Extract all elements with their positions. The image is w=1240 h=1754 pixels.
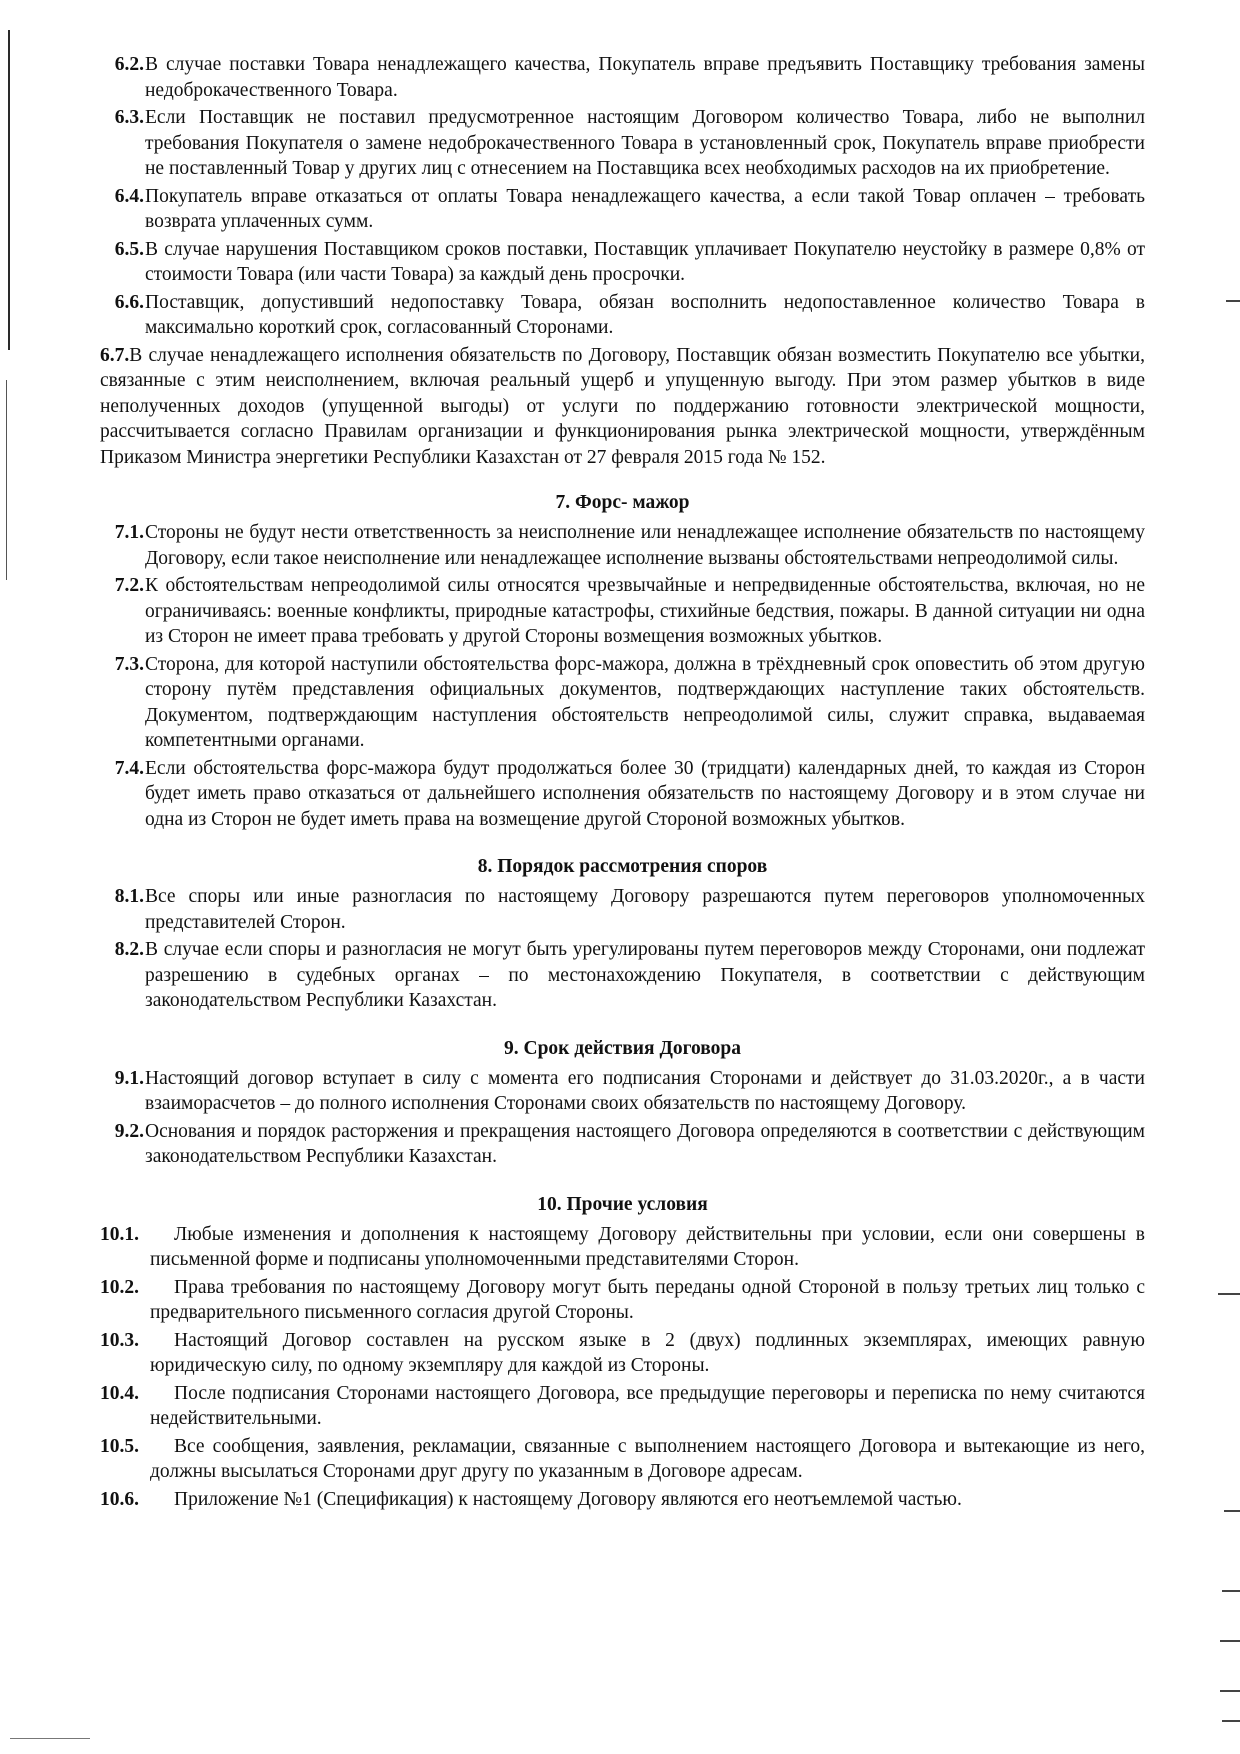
clause-number: 6.5.: [114, 238, 144, 260]
clause-text: Все сообщения, заявления, рекламации, связанные с выполнением настоящего Договора и вытекающие из него, должны высылаться Сторонами друг другу по указанным в Договоре адресам.: [150, 1435, 1145, 1482]
clause-6-2: [100, 52, 1145, 105]
clause-7-3: [100, 652, 1145, 756]
clause-number: 10.3.: [100, 1329, 139, 1351]
scan-edge-mark: [1222, 1590, 1240, 1592]
clause-text: Сторона, для которой наступили обстоятельства форс-мажора, должна в трёхдневный срок оповестить об этом другую сторону путём представления официальных документов, подтверждающих наступление таких обстоятельств. Документом, подтверждающим наступления обстоятельств непреодолимой силы, служит справка, выдаваемая компетентными органами.: [145, 653, 1145, 751]
section-title-7: 7. Форс- мажор: [555, 492, 690, 513]
clause-6-5: [100, 237, 1145, 290]
clause-6-6: [100, 290, 1145, 343]
clause-number: 10.5.: [100, 1435, 139, 1457]
clause-number: 6.4.: [114, 185, 144, 207]
clause-number: 10.4.: [100, 1382, 139, 1404]
clause-number: 7.3.: [114, 653, 144, 675]
clause-number: 10.6.: [100, 1488, 139, 1510]
clause-number: 7.1.: [114, 522, 144, 543]
clause-text: Настоящий Договор составлен на русском языке в 2 (двух) подлинных экземплярах, имеющих равную юридическую силу, по одному экземпляру для каждой из Стороны.: [150, 1329, 1145, 1376]
section-title-9: 9. Срок действия Договора: [503, 1037, 741, 1059]
clause-8-2: [100, 937, 1145, 1016]
clause-number: 9.2.: [114, 1120, 144, 1142]
scan-edge-mark: [1220, 1690, 1240, 1692]
clause-6-3: [100, 105, 1145, 184]
clause-number: 9.1.: [114, 1067, 144, 1089]
clause-text: Настоящий договор вступает в силу с момента его подписания Сторонами и действует до 31.03.2020г., а в части взаиморасчетов – до полного исполнения Сторонами своих обязательств по настоящему Договору.: [145, 1067, 1145, 1114]
clause-10-5: [100, 1434, 1145, 1487]
clause-number: 10.1.: [100, 1223, 139, 1245]
clause-text: Поставщик, допустивший недопоставку Товара, обязан восполнить недопоставленное количество Товара в максимально короткий срок, согласованный Сторонами.: [145, 291, 1145, 338]
clause-9-2: [100, 1119, 1145, 1172]
clause-number: 6.6.: [114, 291, 144, 313]
clause-10-4: [100, 1381, 1145, 1434]
clause-text: Покупатель вправе отказаться от оплаты Товара ненадлежащего качества, а если такой Товар оплачен – требовать возврата уплаченных сумм.: [145, 185, 1145, 232]
clause-text: Любые изменения и дополнения к настоящему Договору действительны при условии, если они совершены в письменной форме и подписаны уполномоченными представителями Сторон.: [150, 1223, 1145, 1270]
clause-number: 6.7.: [100, 344, 130, 366]
clause-text: В случае нарушения Поставщиком сроков поставки, Поставщик уплачивает Покупателю неустойку в размере 0,8% от стоимости Товара (или части Товара) за каждый день просрочки.: [145, 238, 1145, 285]
clause-6-4: [100, 184, 1145, 237]
scan-edge-mark: [1218, 1293, 1240, 1295]
section-title-8: 8. Порядок рассмотрения споров: [477, 856, 768, 877]
scan-edge-mark: [1226, 300, 1240, 302]
clause-text: После подписания Сторонами настоящего Договора, все предыдущие переговоры и переписка по нему считаются недействительными.: [150, 1382, 1145, 1429]
scan-edge-mark: [1220, 1640, 1240, 1642]
scan-edge-mark: [1224, 1510, 1240, 1512]
clause-7-1: [100, 520, 1145, 573]
clause-number: 7.2.: [114, 575, 144, 596]
clause-9-1: [100, 1066, 1145, 1119]
clause-10-1: [100, 1222, 1145, 1275]
clause-7-2: [100, 573, 1145, 652]
clause-text: Основания и порядок расторжения и прекращения настоящего Договора определяются в соответствии с действующим законодательством Республики Казахстан.: [145, 1120, 1145, 1167]
scan-edge-mark: [1222, 1720, 1240, 1722]
section-title-10: 10. Прочие условия: [537, 1193, 708, 1215]
clause-text: Все споры или иные разногласия по настоящему Договору разрешаются путем переговоров уполномоченных представителей Сторон.: [145, 886, 1145, 933]
clause-number: 8.2.: [114, 939, 144, 960]
clause-number: 6.3.: [114, 107, 144, 128]
clause-text: В случае если споры и разногласия не могут быть урегулированы путем переговоров между Сторонами, они подлежат разрешению в судебных органах – по местонахождению Покупателя, в соответствии с действующим законодательством Республики Казахстан.: [145, 939, 1145, 1011]
clause-text: Если Поставщик не поставил предусмотренное настоящим Договором количество Товара, либо не выполнил требования Покупателя о замене недоброкачественного Товара в установленный срок, Покупатель вправе приобрести не поставленный Товар у других лиц с отнесением на Поставщика всех необходимых расходов на их приобретение.: [145, 107, 1145, 179]
clause-text: Стороны не будут нести ответственность за неисполнение или ненадлежащее исполнение обязательств по настоящему Договору, если такое неисполнение или ненадлежащее исполнение вызваны обстоятельствами непреодолимой силы.: [145, 522, 1145, 569]
clause-text: К обстоятельствам непреодолимой силы относятся чрезвычайные и непредвиденные обстоятельства, включая, но не ограничиваясь: военные конфликты, природные катастрофы, стихийные бедствия, пожары. В данной ситуации ни одна из Сторон не имеет права требовать у другой Стороны возмещения возможных убытков.: [145, 575, 1145, 647]
clause-text: Если обстоятельства форс-мажора будут продолжаться более 30 (тридцати) календарных дней, то каждая из Сторон будет иметь право отказаться от дальнейшего исполнения обязательств по настоящему Договору и в этом случае ни одна из Сторон не будет иметь права на возмещение другой Стороной возможных убытков.: [145, 757, 1145, 830]
document-body: [100, 52, 1145, 1514]
scan-edge-mark: [10, 1738, 90, 1739]
scan-edge-mark: [6, 380, 7, 580]
clause-number: 10.2.: [100, 1276, 139, 1298]
clause-text: В случае поставки Товара ненадлежащего качества, Покупатель вправе предъявить Поставщику требования замены недоброкачественного Товара.: [145, 54, 1145, 101]
clause-text: В случае ненадлежащего исполнения обязательств по Договору, Поставщик обязан возместить Покупателю все убытки, связанные с этим неисполнением, включая реальный ущерб и упущенную выгоду. При этом размер убытков в виде неполученных доходов (упущенной выгоды) от услуги по поддержанию готовности электрической мощности, рассчитывается согласно Правилам организации и функционирования рынка электрической мощности, утверждённым Приказом Министра энергетики Республики Казахстан от 27 февраля 2015 года № 152.: [100, 344, 1145, 468]
clause-number: 7.4.: [114, 757, 144, 779]
clause-text: Права требования по настоящему Договору могут быть переданы одной Стороной в пользу третьих лиц только с предварительного письменного согласия другой Стороны.: [150, 1276, 1145, 1323]
clause-text: Приложение №1 (Спецификация) к настоящему Договору являются его неотъемлемой частью.: [174, 1488, 962, 1510]
clause-number: 6.2.: [114, 54, 144, 75]
clause-10-6: [100, 1487, 1145, 1515]
scan-edge-mark: [8, 30, 10, 350]
clause-8-1: [100, 884, 1145, 937]
clause-10-3: [100, 1328, 1145, 1381]
clause-7-4: [100, 756, 1145, 835]
clause-number: 8.1.: [114, 886, 144, 907]
clause-10-2: [100, 1275, 1145, 1328]
clause-6-7: [100, 343, 1145, 471]
